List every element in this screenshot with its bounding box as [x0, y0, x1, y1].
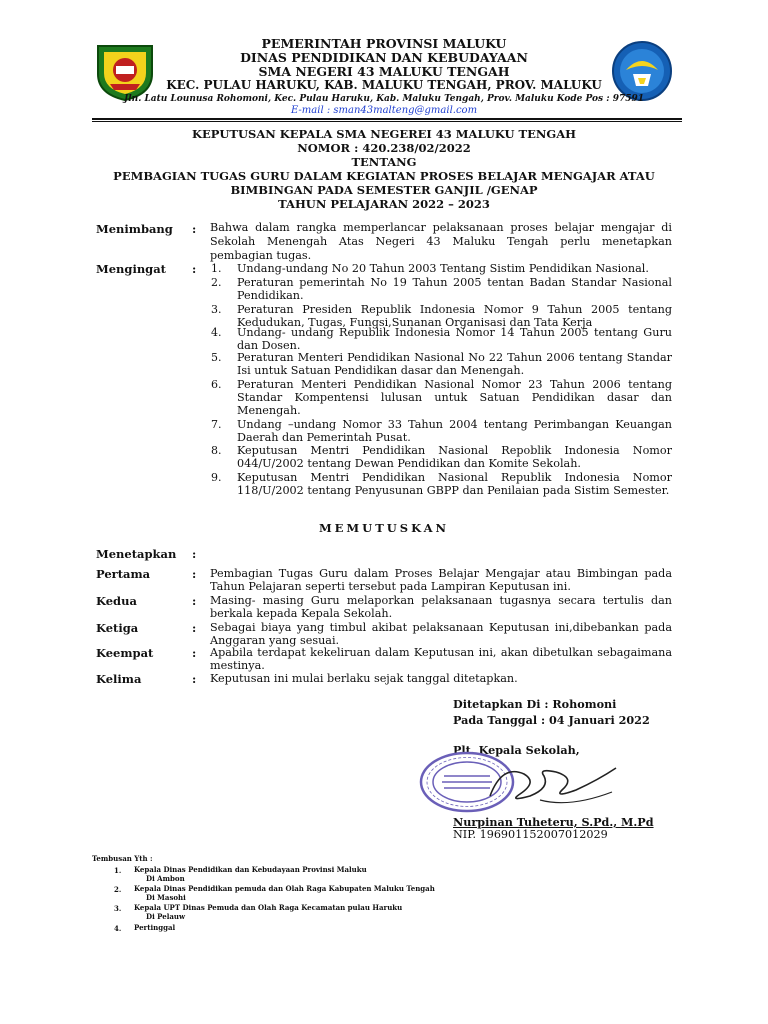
tembusan-number: 1. — [114, 866, 122, 875]
kedua-label: Kedua — [96, 594, 137, 608]
list-item: Keputusan Mentri Pendidikan Nasional Republik Indonesia Nomor 118/U/2002 tentang Penyusunan GBPP dan Penilaian pada Sistim Semester. — [237, 471, 672, 497]
tembusan-number: 3. — [114, 904, 122, 913]
kelima-colon: : — [192, 672, 197, 686]
menimbang-text: Bahwa dalam rangka memperlancar pelaksanaan proses belajar mengajar di Sekolah Menengah Atas Negeri 43 Maluku Tengah perlu menetapkan pembagian tugas. — [210, 221, 672, 262]
decree-number: NOMOR : 420.238/02/2022 — [297, 141, 471, 155]
memutuskan-heading: MEMUTUSKAN — [318, 521, 450, 535]
list-item-number: 5. — [211, 351, 222, 364]
kedua-colon: : — [192, 594, 197, 608]
pada-tanggal: Pada Tanggal : 04 Januari 2022 — [453, 713, 650, 727]
header-rule-thick — [92, 118, 682, 120]
mengingat-label: Mengingat — [96, 262, 166, 276]
header-department: DINAS PENDIDIKAN DAN KEBUDAYAAN — [240, 50, 528, 65]
header-rule-thin — [92, 121, 682, 122]
tembusan-location: Di Masohi — [146, 893, 186, 902]
list-item-number: 7. — [211, 418, 222, 431]
header-email: E-mail : sman43malteng@gmail.com — [290, 105, 478, 116]
decree-subject-line1: PEMBAGIAN TUGAS GURU DALAM KEGIATAN PROSES BELAJAR MENGAJAR ATAU — [113, 169, 655, 183]
header-address: Jln. Latu Lounusa Rohomoni, Kec. Pulau Haruku, Kab. Maluku Tengah, Prov. Maluku Kode Pos : 97591 — [123, 94, 645, 104]
maluku-province-emblem-icon — [92, 40, 158, 102]
menimbang-colon: : — [192, 222, 197, 236]
tembusan-title: Tembusan Yth : — [92, 854, 153, 863]
pertama-colon: : — [192, 567, 197, 581]
tembusan-item — [134, 884, 435, 902]
list-item-number: 8. — [211, 444, 222, 457]
tembusan-line: Kepala Dinas Pendidikan dan Kebudayaan Provinsi Maluku — [134, 865, 367, 874]
header-government: PEMERINTAH PROVINSI MALUKU — [261, 36, 507, 51]
keempat-label: Keempat — [96, 646, 154, 660]
tembusan-line: Kepala UPT Dinas Pemuda dan Olah Raga Kecamatan pulau Haruku — [134, 903, 403, 912]
tembusan-location: Di Ambon — [146, 874, 185, 883]
kelima-text: Keputusan ini mulai berlaku sejak tanggal ditetapkan. — [210, 672, 518, 685]
decree-year: TAHUN PELAJARAN 2022 – 2023 — [278, 197, 490, 211]
ketiga-label: Ketiga — [96, 621, 139, 635]
tut-wuri-handayani-icon — [611, 40, 673, 102]
header-region: KEC. PULAU HARUKU, KAB. MALUKU TENGAH, PROV. MALUKU — [166, 78, 602, 92]
handwritten-signature-icon — [480, 756, 630, 818]
list-item-number: 4. — [211, 326, 222, 339]
list-item: Peraturan Presiden Republik Indonesia Nomor 9 Tahun 2005 tentang Kedudukan, Tugas, Fungsi,Sunanan Organisasi dan Tata Kerja — [237, 303, 672, 329]
tembusan-location: Di Pelauw — [146, 912, 186, 921]
tembusan-item — [134, 923, 175, 932]
list-item-number: 2. — [211, 276, 222, 289]
tembusan-number: 4. — [114, 924, 122, 933]
tembusan-line: Kepala Dinas Pendidikan pemuda dan Olah Raga Kabupaten Maluku Tengah — [134, 884, 435, 893]
header-school: SMA NEGERI 43 MALUKU TENGAH — [258, 64, 510, 79]
signatory-nip: NIP. 196901152007012029 — [453, 828, 608, 841]
pertama-text: Pembagian Tugas Guru dalam Proses Belajar Mengajar atau Bimbingan pada Tahun Pelajaran seperti tersebut pada Lampiran Keputusan ini. — [210, 567, 672, 593]
list-item: Peraturan Menteri Pendidikan Nasional Nomor 23 Tahun 2006 tentang Standar Kompentensi lulusan untuk Satuan Pendidikan dasar dan Menengah. — [237, 378, 672, 417]
ditetapkan-di: Ditetapkan Di : Rohomoni — [453, 697, 617, 711]
keempat-colon: : — [192, 646, 197, 660]
list-item-number: 3. — [211, 303, 222, 316]
ketiga-text: Sebagai biaya yang timbul akibat pelaksanaan Keputusan ini,dibebankan pada Anggaran yang sesuai. — [210, 621, 672, 647]
tembusan-line: Pertinggal — [134, 923, 176, 932]
list-item: Undang- undang Republik Indonesia Nomor 14 Tahun 2005 tentang Guru dan Dosen. — [237, 326, 672, 352]
list-item-number: 9. — [211, 471, 222, 484]
decree-subject-line2: BIMBINGAN PADA SEMESTER GANJIL /GENAP — [230, 183, 538, 197]
pertama-label: Pertama — [96, 567, 151, 581]
kedua-text: Masing- masing Guru melaporkan pelaksanaan tugasnya secara tertulis dan berkala kepada Kepala Sekolah. — [210, 594, 672, 620]
tembusan-number: 2. — [114, 885, 122, 894]
menimbang-label: Menimbang — [96, 222, 173, 236]
ketiga-colon: : — [192, 621, 197, 635]
list-item: Peraturan Menteri Pendidikan Nasional No 22 Tahun 2006 tentang Standar Isi untuk Satuan Pendidikan dasar dan Menengah. — [237, 351, 672, 377]
mengingat-colon: : — [192, 262, 197, 276]
list-item: Undang-undang No 20 Tahun 2003 Tentang Sistim Pendidikan Nasional. — [237, 262, 649, 275]
signatory-position: Plt. Kepala Sekolah, — [453, 743, 580, 757]
list-item-number: 6. — [211, 378, 222, 391]
tembusan-item — [134, 865, 367, 883]
keempat-text: Apabila terdapat kekeliruan dalam Keputusan ini, akan dibetulkan sebagaimana mestinya. — [210, 646, 672, 672]
list-item: Keputusan Mentri Pendidikan Nasional Repoblik Indonesia Nomor 044/U/2002 tentang Dewan Pendidikan dan Komite Sekolah. — [237, 444, 672, 470]
decree-about: TENTANG — [351, 155, 417, 169]
tembusan-item — [134, 903, 402, 921]
list-item: Peraturan pemerintah No 19 Tahun 2005 tentan Badan Standar Nasional Pendidikan. — [237, 276, 672, 302]
list-item: Undang –undang Nomor 33 Tahun 2004 tentang Perimbangan Keuangan Daerah dan Pemerintah Pusat. — [237, 418, 672, 444]
decree-title: KEPUTUSAN KEPALA SMA NEGEREI 43 MALUKU TENGAH — [191, 127, 576, 141]
menetapkan-colon: : — [192, 547, 197, 561]
menetapkan-label: Menetapkan — [96, 547, 177, 561]
kelima-label: Kelima — [96, 672, 142, 686]
list-item-number: 1. — [211, 262, 222, 275]
signatory-name: Nurpinan Tuheteru, S.Pd., M.Pd — [453, 815, 654, 829]
